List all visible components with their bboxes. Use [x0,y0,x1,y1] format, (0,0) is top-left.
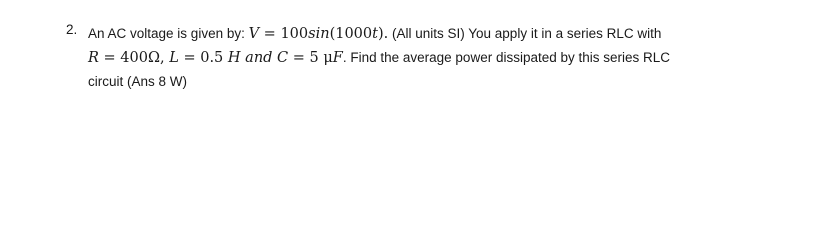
inductance-value: = 0.5 [178,50,228,66]
question-line-1 [88,22,808,46]
question-item [66,22,808,94]
capacitance-unit: F [332,50,343,66]
task-text: . Find the average power dissipated by this series RLC [342,50,671,65]
angular-frequency: (1000 [329,26,373,42]
capacitance-value: = 5 μ [288,50,333,66]
inductance-symbol: L [169,50,179,66]
equation-equals: = [259,26,281,42]
question-line-2 [88,46,808,70]
and-word: and [240,50,278,66]
resistance-value: = 400Ω, [98,50,170,66]
voltage-equation [249,26,389,42]
capacitance-symbol: C [277,50,289,66]
question-number: 2. [66,22,78,37]
voltage-symbol: V [248,26,260,42]
question-line-3: circuit (Ans 8 W) [88,74,188,89]
voltage-amplitude: 100 [280,26,309,42]
sine-function: sin [308,26,330,42]
component-values [88,50,343,66]
resistance-symbol: R [88,50,99,66]
equation-close: ). [377,26,389,42]
units-note-text: (All units SI) You apply it in a series RLC with [388,26,662,41]
inductance-unit: H [227,50,241,66]
time-variable: t [372,26,378,42]
question-intro-text: An AC voltage is given by: [88,26,249,41]
